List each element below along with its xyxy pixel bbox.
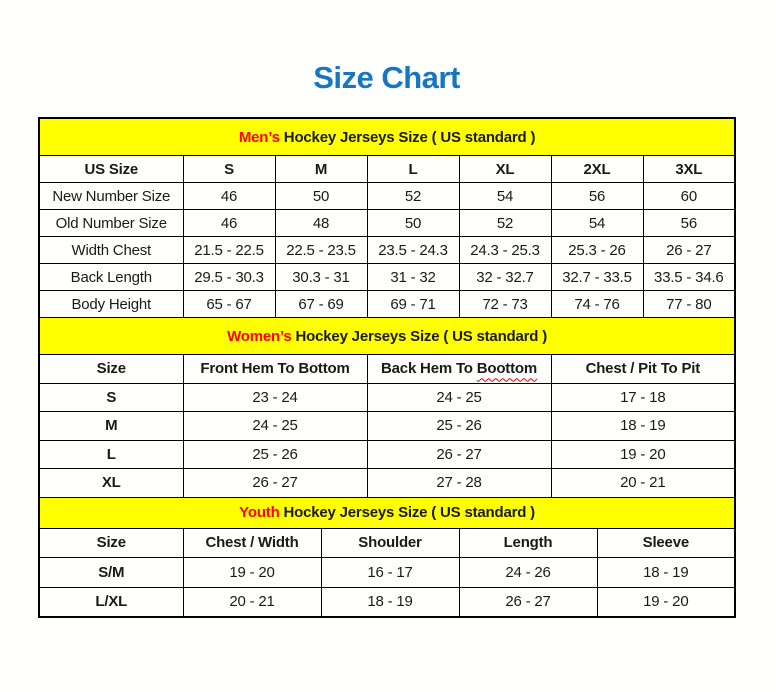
row-label: S (39, 383, 183, 412)
cell: 26 - 27 (183, 469, 367, 498)
cell: 72 - 73 (459, 291, 551, 318)
cell: 19 - 20 (551, 440, 735, 469)
cell: 52 (459, 210, 551, 237)
column-header: 2XL (551, 156, 643, 183)
cell: 19 - 20 (183, 558, 321, 588)
mens-title-rest: Hockey Jerseys Size ( US standard ) (279, 128, 536, 146)
column-header: Size (39, 355, 183, 384)
cell: 18 - 19 (321, 587, 459, 617)
cell: 67 - 69 (275, 291, 367, 318)
row-label: Body Height (39, 291, 183, 318)
table-row (39, 383, 735, 412)
column-header: Shoulder (321, 528, 459, 558)
cell: 56 (643, 210, 735, 237)
cell: 24 - 26 (459, 558, 597, 588)
size-chart-table (38, 117, 736, 618)
cell: 21.5 - 22.5 (183, 237, 275, 264)
cell: 74 - 76 (551, 291, 643, 318)
cell: 23.5 - 24.3 (367, 237, 459, 264)
cell: 33.5 - 34.6 (643, 264, 735, 291)
cell: 32 - 32.7 (459, 264, 551, 291)
cell: 23 - 24 (183, 383, 367, 412)
cell: 46 (183, 183, 275, 210)
mens-title-highlight: Men’s (238, 128, 280, 146)
cell: 26 - 27 (643, 237, 735, 264)
cell: 25.3 - 26 (551, 237, 643, 264)
cell: 30.3 - 31 (275, 264, 367, 291)
cell: 26 - 27 (459, 587, 597, 617)
youth-title-highlight: Youth (239, 504, 280, 521)
table-row (39, 210, 735, 237)
cell: 77 - 80 (643, 291, 735, 318)
youth-section-title (39, 497, 735, 528)
column-header: XL (459, 156, 551, 183)
youth-title-rest: Hockey Jerseys Size ( US standard ) (279, 504, 535, 521)
cell: 65 - 67 (183, 291, 275, 318)
womens-title-highlight: Women’s (227, 327, 292, 345)
cell: 54 (459, 183, 551, 210)
column-header: L (367, 156, 459, 183)
table-row (39, 469, 735, 498)
table-row (39, 587, 735, 617)
womens-section-title (39, 318, 735, 355)
youth-section-band-row (39, 497, 735, 528)
cell: 26 - 27 (367, 440, 551, 469)
cell: 20 - 21 (183, 587, 321, 617)
cell: 46 (183, 210, 275, 237)
row-label: L/XL (39, 587, 183, 617)
cell: 52 (367, 183, 459, 210)
row-label: New Number Size (39, 183, 183, 210)
row-label: XL (39, 469, 183, 498)
cell: 24 - 25 (183, 412, 367, 441)
cell: 48 (275, 210, 367, 237)
column-header: S (183, 156, 275, 183)
mens-section-title (39, 118, 735, 156)
column-header: US Size (39, 156, 183, 183)
row-label: Old Number Size (39, 210, 183, 237)
table-row (39, 183, 735, 210)
cell: 29.5 - 30.3 (183, 264, 275, 291)
cell: 27 - 28 (367, 469, 551, 498)
cell: 18 - 19 (551, 412, 735, 441)
cell: 32.7 - 33.5 (551, 264, 643, 291)
column-header: Chest / Width (183, 528, 321, 558)
cell: 20 - 21 (551, 469, 735, 498)
cell: 16 - 17 (321, 558, 459, 588)
column-header: Sleeve (597, 528, 735, 558)
cell: 31 - 32 (367, 264, 459, 291)
table-row (39, 412, 735, 441)
column-header: Front Hem To Bottom (183, 355, 367, 384)
table-row (39, 264, 735, 291)
page-title: Size Chart (313, 60, 460, 95)
size-chart-page (38, 0, 735, 618)
mens-header-row (39, 156, 735, 183)
youth-header-row (39, 528, 735, 558)
row-label: S/M (39, 558, 183, 588)
column-header: 3XL (643, 156, 735, 183)
mens-section-band-row (39, 118, 735, 156)
cell: 50 (275, 183, 367, 210)
cell: 24.3 - 25.3 (459, 237, 551, 264)
womens-header-row (39, 355, 735, 384)
cell: 69 - 71 (367, 291, 459, 318)
cell: 17 - 18 (551, 383, 735, 412)
cell: 22.5 - 23.5 (275, 237, 367, 264)
row-label: Back Length (39, 264, 183, 291)
table-row (39, 440, 735, 469)
cell: 25 - 26 (183, 440, 367, 469)
cell: 56 (551, 183, 643, 210)
column-header-misspelled (367, 355, 551, 384)
column-header: Length (459, 528, 597, 558)
column-header-prefix: Back Hem To (381, 360, 477, 378)
row-label: Width Chest (39, 237, 183, 264)
cell: 54 (551, 210, 643, 237)
row-label: L (39, 440, 183, 469)
column-header: Size (39, 528, 183, 558)
cell: 60 (643, 183, 735, 210)
cell: 19 - 20 (597, 587, 735, 617)
column-header: M (275, 156, 367, 183)
cell: 25 - 26 (367, 412, 551, 441)
column-header: Chest / Pit To Pit (551, 355, 735, 384)
cell: 50 (367, 210, 459, 237)
table-row (39, 558, 735, 588)
row-label: M (39, 412, 183, 441)
womens-section-band-row (39, 318, 735, 355)
womens-title-rest: Hockey Jerseys Size ( US standard ) (291, 327, 547, 345)
cell: 24 - 25 (367, 383, 551, 412)
cell: 18 - 19 (597, 558, 735, 588)
table-row (39, 237, 735, 264)
table-row (39, 291, 735, 318)
misspelled-word-squiggle: Boottom (476, 360, 537, 378)
